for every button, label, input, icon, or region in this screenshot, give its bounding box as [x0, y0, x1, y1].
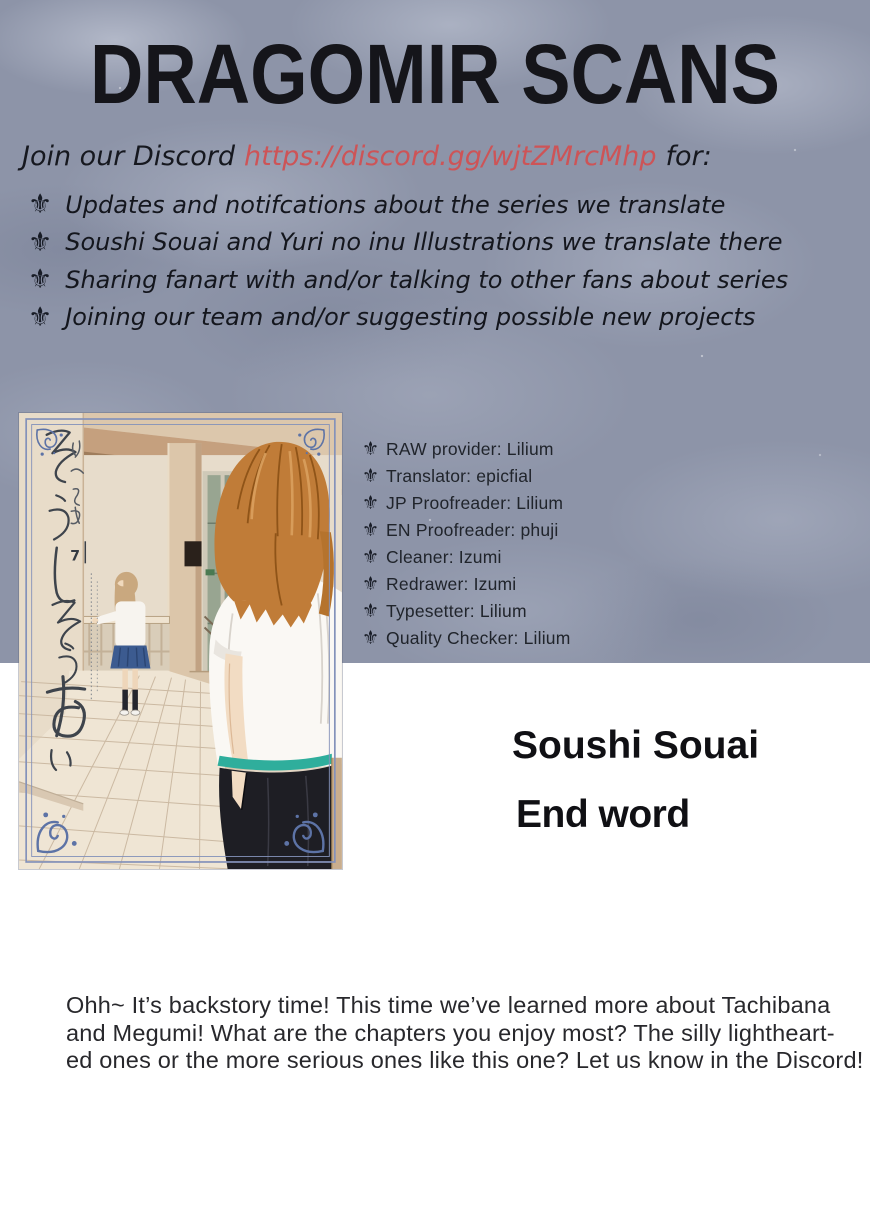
- credit-role: RAW provider:: [386, 439, 502, 459]
- discord-invite-prefix: Join our Discord: [22, 141, 235, 172]
- credit-role: Redrawer:: [386, 574, 469, 594]
- fleur-de-lis-icon: ⚜: [28, 189, 53, 221]
- corridor-pillar: [167, 443, 201, 686]
- credit-role: JP Proofreader:: [386, 493, 512, 513]
- main-figure: [209, 442, 342, 869]
- credit-name: Lilium: [523, 628, 571, 648]
- end-word-paragraph: [66, 992, 864, 1075]
- fleur-de-lis-icon: ⚜: [362, 465, 380, 487]
- discord-invite-line: [22, 141, 712, 172]
- credit-role: Quality Checker:: [386, 628, 519, 648]
- credit-row: [362, 517, 571, 544]
- list-item: [28, 224, 788, 262]
- pillar-sign: [185, 541, 202, 566]
- fleur-de-lis-icon: ⚜: [28, 226, 53, 258]
- fleur-de-lis-icon: ⚜: [362, 519, 380, 541]
- credit-role: Cleaner:: [386, 547, 454, 567]
- paragraph-line: Ohh~ It’s backstory time! This time we’ve learned more about Tachibana: [66, 992, 831, 1018]
- credit-row: [362, 571, 571, 598]
- credits-list: [362, 436, 571, 652]
- series-title: Soushi Souai: [512, 724, 760, 767]
- paragraph-line: and Megumi! What are the chapters you enjoy most? The silly lightheart-: [66, 1019, 835, 1046]
- feature-text: Soushi Souai and Yuri no inu Illustrations we translate there: [65, 228, 783, 257]
- list-item: [28, 186, 788, 224]
- list-item: [28, 261, 788, 299]
- fleur-de-lis-icon: ⚜: [362, 600, 380, 622]
- credit-row: [362, 490, 571, 517]
- fleur-de-lis-icon: ⚜: [28, 264, 53, 296]
- fleur-de-lis-icon: ⚜: [362, 573, 380, 595]
- discord-link[interactable]: https://discord.gg/wjtZMrcMhp: [243, 141, 657, 172]
- credit-row: [362, 463, 571, 490]
- feature-text: Sharing fanart with and/or talking to other fans about series: [65, 265, 789, 294]
- credit-role: Typesetter:: [386, 601, 475, 621]
- fleur-de-lis-icon: ⚜: [362, 492, 380, 514]
- discord-invite-suffix: for:: [665, 141, 712, 172]
- credit-role: EN Proofreader:: [386, 520, 516, 540]
- manga-cover-image: [19, 413, 342, 869]
- credit-name: Izumi: [458, 547, 502, 567]
- credit-row: [362, 544, 571, 571]
- credit-name: Lilium: [516, 493, 564, 513]
- credit-row: [362, 436, 571, 463]
- credit-role: Translator:: [386, 466, 472, 486]
- credit-name: Lilium: [506, 439, 554, 459]
- credit-name: phuji: [520, 520, 559, 540]
- feature-text: Joining our team and/or suggesting possible new projects: [65, 303, 756, 332]
- fleur-de-lis-icon: ⚜: [362, 546, 380, 568]
- credit-name: Lilium: [479, 601, 527, 621]
- volume-number: 7: [70, 548, 81, 565]
- paragraph-line: ed ones or the more serious ones like this one? Let us know in the Discord!: [66, 1047, 864, 1074]
- credit-row: [362, 598, 571, 625]
- cover-art: [19, 413, 342, 869]
- end-word-heading: End word: [516, 793, 690, 836]
- feature-text: Updates and notifcations about the series we translate: [65, 190, 726, 219]
- fleur-de-lis-icon: ⚜: [362, 627, 380, 649]
- credit-name: epicfial: [476, 466, 533, 486]
- fleur-de-lis-icon: ⚜: [362, 438, 380, 460]
- list-item: [28, 299, 788, 337]
- feature-list: [28, 186, 788, 336]
- credit-name: Izumi: [473, 574, 517, 594]
- credit-row: [362, 625, 571, 652]
- fleur-de-lis-icon: ⚜: [28, 301, 53, 333]
- page-title: DRAGOMIR SCANS: [90, 27, 780, 121]
